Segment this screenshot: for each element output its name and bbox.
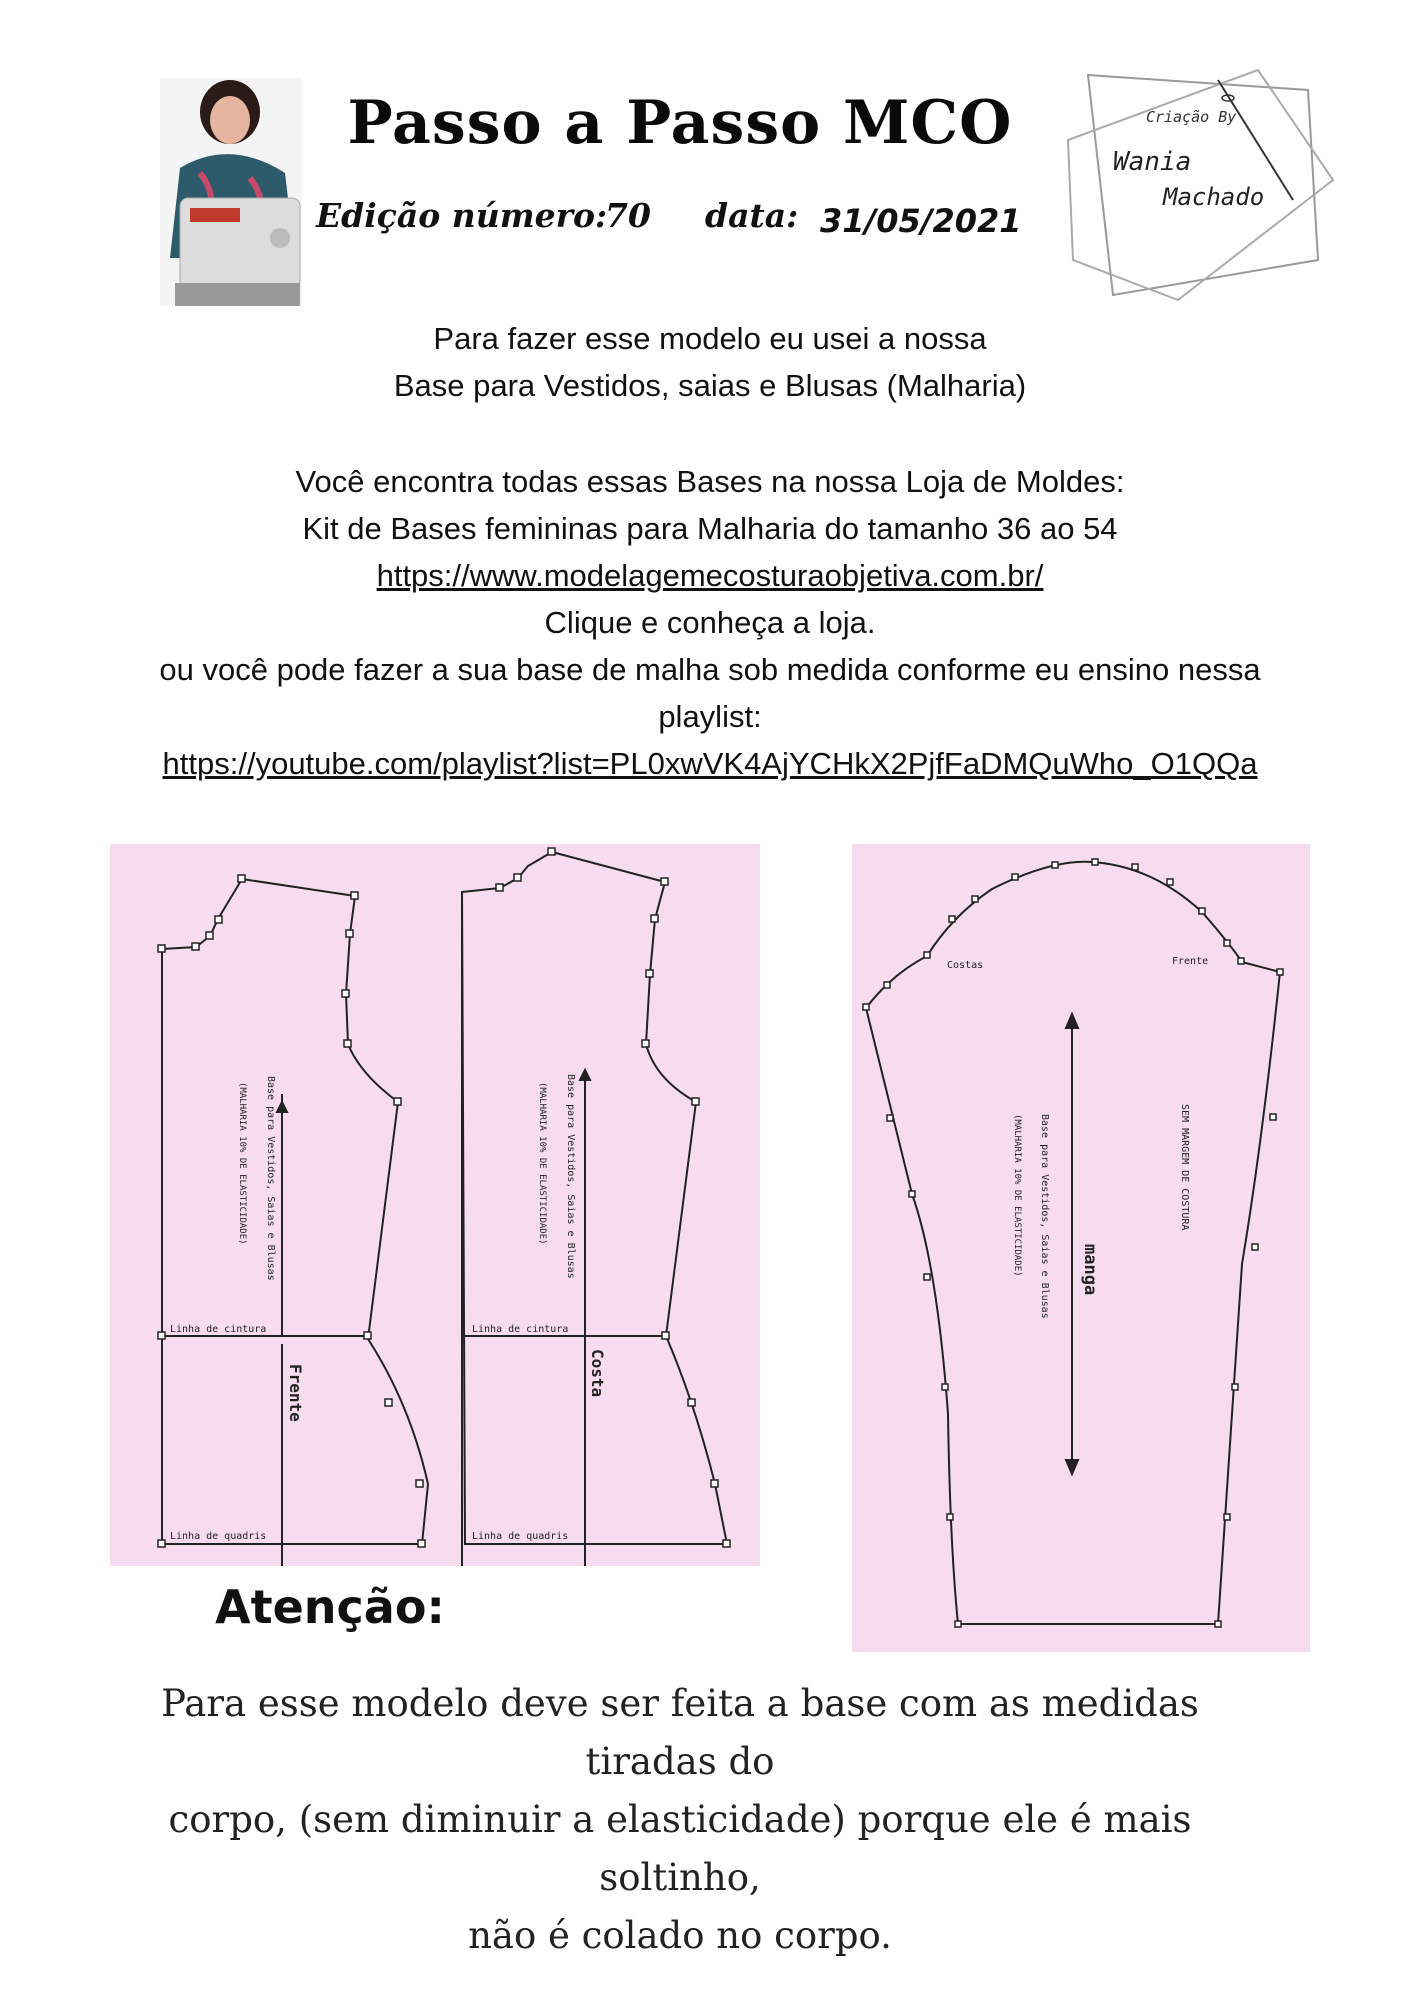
edition-number: 70: [605, 196, 651, 235]
playlist-link[interactable]: https://youtube.com/playlist?list=PL0xwVK4AjYCHkX2PjfFaDMQuWho_O1QQa: [162, 746, 1258, 781]
sleeve-pattern-drawing: [852, 844, 1310, 1652]
author-photo: [160, 78, 302, 306]
sleeve-base-text-2: (MALHARIA 10% DE ELASTICIDADE): [1012, 1114, 1022, 1277]
logo-line1: Criação By: [1146, 108, 1237, 126]
date-value: 31/05/2021: [820, 202, 1022, 240]
front-base-text-2: (MALHARIA 10% DE ELASTICIDADE): [237, 1082, 247, 1245]
intro-line-1: Para fazer esse modelo eu usei a nossa: [433, 321, 987, 356]
brand-logo: [1058, 60, 1338, 310]
store-line-4: ou você pode fazer a sua base de malha sob medida conforme eu ensino nessa: [159, 652, 1261, 687]
attention-line-3: não é colado no corpo.: [468, 1914, 892, 1957]
sleeve-seam-note: SEM MARGEM DE COSTURA: [1179, 1104, 1190, 1231]
attention-line-1: Para esse modelo deve ser feita a base com as medidas tiradas do: [161, 1682, 1199, 1783]
back-base-text-1: Base para Vestidos, Saias e Blusas: [565, 1074, 576, 1279]
bodice-pattern-panel: [110, 844, 760, 1566]
store-link[interactable]: https://www.modelagemecosturaobjetiva.com.br/: [376, 558, 1044, 593]
back-hip-line-label: Linha de quadris: [472, 1531, 569, 1542]
attention-line-2: corpo, (sem diminuir a elasticidade) porque ele é mais soltinho,: [168, 1798, 1192, 1899]
intro-block: [60, 315, 1360, 409]
attention-title: Atenção:: [215, 1580, 445, 1634]
sleeve-front-label: Frente: [1172, 956, 1209, 967]
intro-line-2: Base para Vestidos, saias e Blusas (Malharia): [393, 368, 1027, 403]
sleeve-base-text-1: Base para Vestidos, Saias e Blusas: [1039, 1114, 1050, 1319]
front-hip-line-label: Linha de quadris: [170, 1531, 267, 1542]
front-piece-label: Frente: [286, 1364, 305, 1422]
date-label: data:: [705, 196, 799, 235]
back-piece-label: Costa: [588, 1349, 607, 1398]
store-line-2: Kit de Bases femininas para Malharia do tamanho 36 ao 54: [302, 511, 1118, 546]
store-line-1: Você encontra todas essas Bases na nossa Loja de Moldes:: [295, 464, 1125, 499]
store-line-3: Clique e conheça a loja.: [544, 605, 876, 640]
front-base-text-1: Base para Vestidos, Saias e Blusas: [265, 1076, 276, 1281]
back-waist-line-label: Linha de cintura: [472, 1324, 569, 1335]
logo-line3: Machado: [1163, 183, 1265, 211]
store-line-5: playlist:: [658, 699, 762, 734]
bodice-pattern-drawing: [110, 844, 760, 1566]
sleeve-back-label: Costas: [947, 960, 984, 971]
sleeve-label: manga: [1080, 1244, 1100, 1296]
attention-note: [100, 1675, 1260, 1965]
back-base-text-2: (MALHARIA 10% DE ELASTICIDADE): [537, 1082, 547, 1245]
edition-label: Edição número:: [316, 196, 608, 235]
logo-line2: Wania: [1113, 147, 1192, 177]
front-waist-line-label: Linha de cintura: [170, 1324, 267, 1335]
sleeve-pattern-panel: [852, 844, 1310, 1652]
store-block: [60, 458, 1360, 787]
page-title: Passo a Passo MCO: [347, 88, 1013, 158]
